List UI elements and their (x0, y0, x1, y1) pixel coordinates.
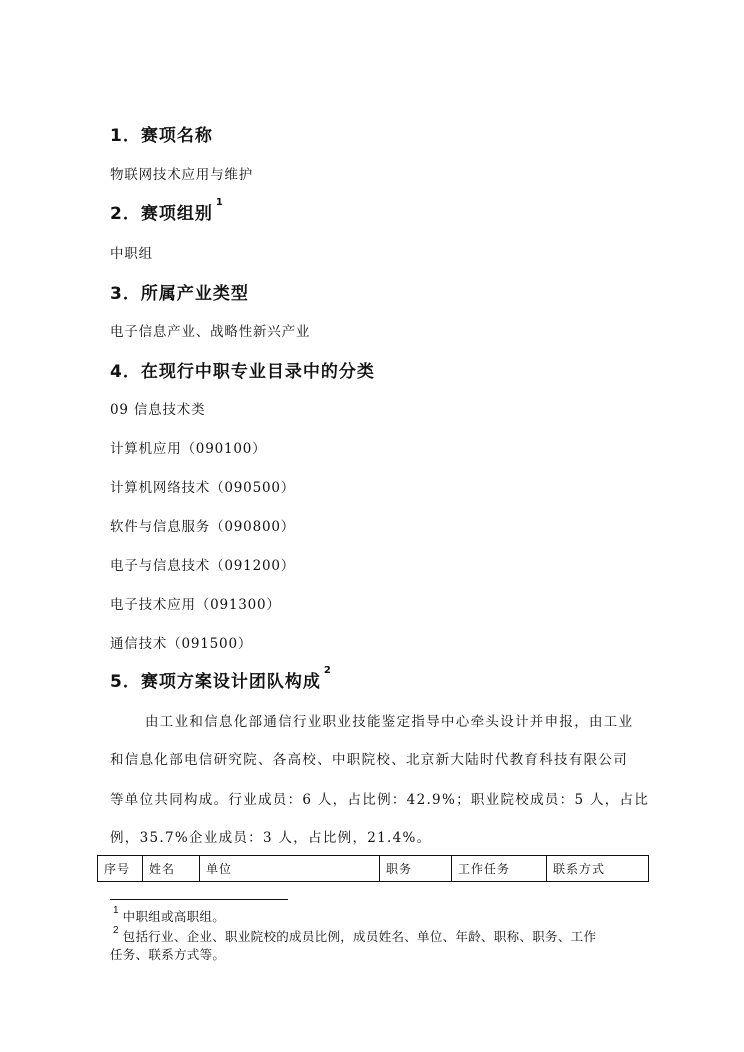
footnote-2: $^2$ 包括行业、企业、职业院校的成员比例，成员姓名、单位、年龄、职称、职务、工作 (113, 925, 597, 944)
col-header-position: 职务 (380, 856, 452, 882)
team-table (97, 855, 649, 882)
section-2-value: 中职组 (110, 246, 153, 262)
section-5-heading: 5．赛项方案设计团队构成$^2$ (110, 665, 332, 692)
section-3-value: 电子信息产业、战略性新兴产业 (110, 324, 311, 340)
list-item: 计算机应用（090100） (110, 441, 267, 457)
section-1-value: 物联网技术应用与维护 (110, 167, 253, 183)
footnote-2-continued: 任务、联系方式等。 (110, 948, 226, 962)
team-paragraph-line: 等单位共同构成。行业成员：6 人，占比例：42.9%；职业院校成员：5 人，占比 (110, 792, 650, 808)
footnote-divider (110, 899, 288, 900)
team-paragraph-line: 例，35.7%企业成员：3 人，占比例，21.4%。 (110, 830, 432, 846)
section-4-heading: 4．在现行中职专业目录中的分类 (110, 362, 375, 382)
table-header-row (98, 856, 649, 882)
section-1-heading: 1．赛项名称 (110, 126, 213, 146)
col-header-name: 姓名 (143, 856, 200, 882)
list-item: 通信技术（091500） (110, 636, 253, 652)
team-paragraph-line: 由工业和信息化部通信行业职业技能鉴定指导中心牵头设计并申报，由工业 (145, 714, 634, 730)
section-2-heading: 2．赛项组别$^1$ (110, 197, 224, 224)
col-header-task: 工作任务 (452, 856, 547, 882)
footnote-ref-2[interactable]: 2 (323, 665, 332, 676)
list-item: 电子与信息技术（091200） (110, 558, 296, 574)
team-paragraph-line: 和信息化部电信研究院、各高校、中职院校、北京新大陆时代教育科技有限公司 (110, 752, 628, 768)
col-header-unit: 单位 (200, 856, 380, 882)
list-item: 软件与信息服务（090800） (110, 519, 296, 535)
footnote-ref-1[interactable]: 1 (215, 197, 224, 208)
section-3-heading: 3．所属产业类型 (110, 284, 249, 304)
list-item: 计算机网络技术（090500） (110, 480, 296, 496)
footnote-1: $^1$ 中职组或高职组。 (113, 905, 226, 924)
col-header-contact: 联系方式 (547, 856, 649, 882)
list-item: 09 信息技术类 (110, 402, 206, 418)
list-item: 电子技术应用（091300） (110, 597, 281, 613)
col-header-index: 序号 (98, 856, 143, 882)
